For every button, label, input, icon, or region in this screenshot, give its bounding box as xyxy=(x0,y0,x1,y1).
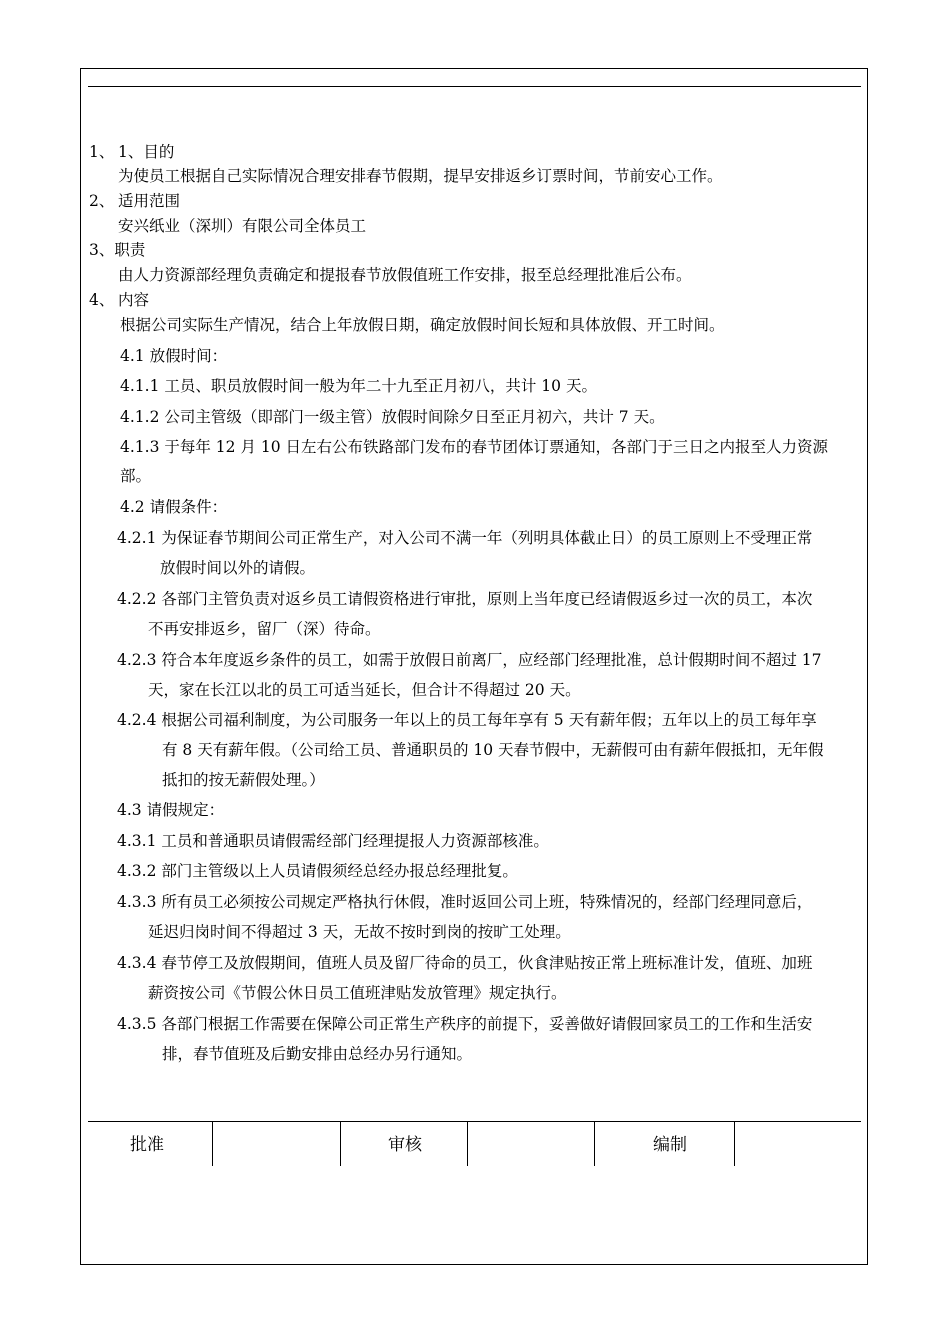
section-2-body: 安兴纸业（深圳）有限公司全体员工 xyxy=(118,217,367,235)
para-4-3-4-line2: 薪资按公司《节假公休日员工值班津贴发放管理》规定执行。 xyxy=(148,984,567,1002)
para-4-3-5-line2: 排，春节值班及后勤安排由总经办另行通知。 xyxy=(162,1045,473,1063)
para-4-3-5-line1: 4.3.5 各部门根据工作需要在保障公司正常生产秩序的前提下，妥善做好请假回家员工的工作和生活安 xyxy=(117,1015,813,1033)
footer-divider-3 xyxy=(467,1121,468,1166)
footer-divider-2 xyxy=(340,1121,341,1166)
section-4-title: 内容 xyxy=(118,291,150,309)
prepare-label: 编制 xyxy=(653,1135,687,1155)
para-4-2-2-line1: 4.2.2 各部门主管负责对返乡员工请假资格进行审批，原则上当年度已经请假返乡过一次的员工，本次 xyxy=(117,590,813,608)
para-4-2-4-line3: 抵扣的按无薪假处理。） xyxy=(162,771,325,789)
para-4-1-3-line1: 4.1.3 于每年 12 月 10 日左右公布铁路部门发布的春节团体订票通知，各部门于三日之内报至人力资源 xyxy=(120,438,829,456)
para-4-2-1-line1: 4.2.1 为保证春节期间公司正常生产，对入公司不满一年（列明具体截止日）的员工原则上不受理正常 xyxy=(117,529,813,547)
para-4-3-3-line2: 延迟归岗时间不得超过 3 天，无故不按时到岗的按旷工处理。 xyxy=(148,923,571,941)
section-1-number: 1、 xyxy=(89,143,115,161)
para-4-1-1: 4.1.1 工员、职员放假时间一般为年二十九至正月初八，共计 10 天。 xyxy=(120,377,597,395)
section-3-body: 由人力资源部经理负责确定和提报春节放假值班工作安排，报至总经理批准后公布。 xyxy=(118,266,692,284)
para-4-2-3-line2: 天，家在长江以北的员工可适当延长，但合计不得超过 20 天。 xyxy=(148,681,581,699)
section-1-body: 为使员工根据自己实际情况合理安排春节假期，提早安排返乡订票时间，节前安心工作。 xyxy=(118,167,723,185)
para-4-1-2: 4.1.2 公司主管级（即部门一级主管）放假时间除夕日至正月初六，共计 7 天。 xyxy=(120,408,665,426)
heading-4-3: 4.3 请假规定： xyxy=(117,801,225,819)
section-4-number: 4、 xyxy=(89,291,115,309)
para-4-3-1: 4.3.1 工员和普通职员请假需经部门经理提报人力资源部核准。 xyxy=(117,832,549,850)
section-4-intro: 根据公司实际生产情况，结合上年放假日期，确定放假时间长短和具体放假、开工时间。 xyxy=(120,316,725,334)
para-4-2-4-line2: 有 8 天有薪年假。（公司给工员、普通职员的 10 天春节假中，无薪假可由有薪年假抵扣，无年假 xyxy=(162,741,824,759)
heading-4-2: 4.2 请假条件： xyxy=(120,498,228,516)
heading-4-1: 4.1 放假时间： xyxy=(120,347,228,365)
section-2-title: 适用范围 xyxy=(118,192,181,210)
header-rule xyxy=(88,86,861,87)
section-3-title: 3、职责 xyxy=(89,241,146,259)
para-4-3-3-line1: 4.3.3 所有员工必须按公司规定严格执行休假，准时返回公司上班，特殊情况的，经部门经理同意后， xyxy=(117,893,813,911)
footer-divider-4 xyxy=(594,1121,595,1166)
review-label: 审核 xyxy=(388,1135,422,1155)
para-4-2-1-line2: 放假时间以外的请假。 xyxy=(160,559,316,577)
para-4-1-3-line2: 部。 xyxy=(120,467,152,485)
footer-rule xyxy=(88,1121,861,1122)
footer-divider-1 xyxy=(212,1121,213,1166)
para-4-3-4-line1: 4.3.4 春节停工及放假期间，值班人员及留厂待命的员工，伙食津贴按正常上班标准计发，值班、加班 xyxy=(117,954,813,972)
approve-label: 批准 xyxy=(130,1135,164,1155)
para-4-2-4-line1: 4.2.4 根据公司福利制度，为公司服务一年以上的员工每年享有 5 天有薪年假；五年以上的员工每年享 xyxy=(117,711,817,729)
section-2-number: 2、 xyxy=(89,192,115,210)
para-4-2-2-line2: 不再安排返乡，留厂（深）待命。 xyxy=(148,620,381,638)
para-4-2-3-line1: 4.2.3 符合本年度返乡条件的员工，如需于放假日前离厂，应经部门经理批准，总计假期时间不超过 17 xyxy=(117,651,822,669)
section-1-title: 1、目的 xyxy=(118,143,175,161)
footer-divider-5 xyxy=(734,1121,735,1166)
para-4-3-2: 4.3.2 部门主管级以上人员请假须经总经办报总经理批复。 xyxy=(117,862,518,880)
